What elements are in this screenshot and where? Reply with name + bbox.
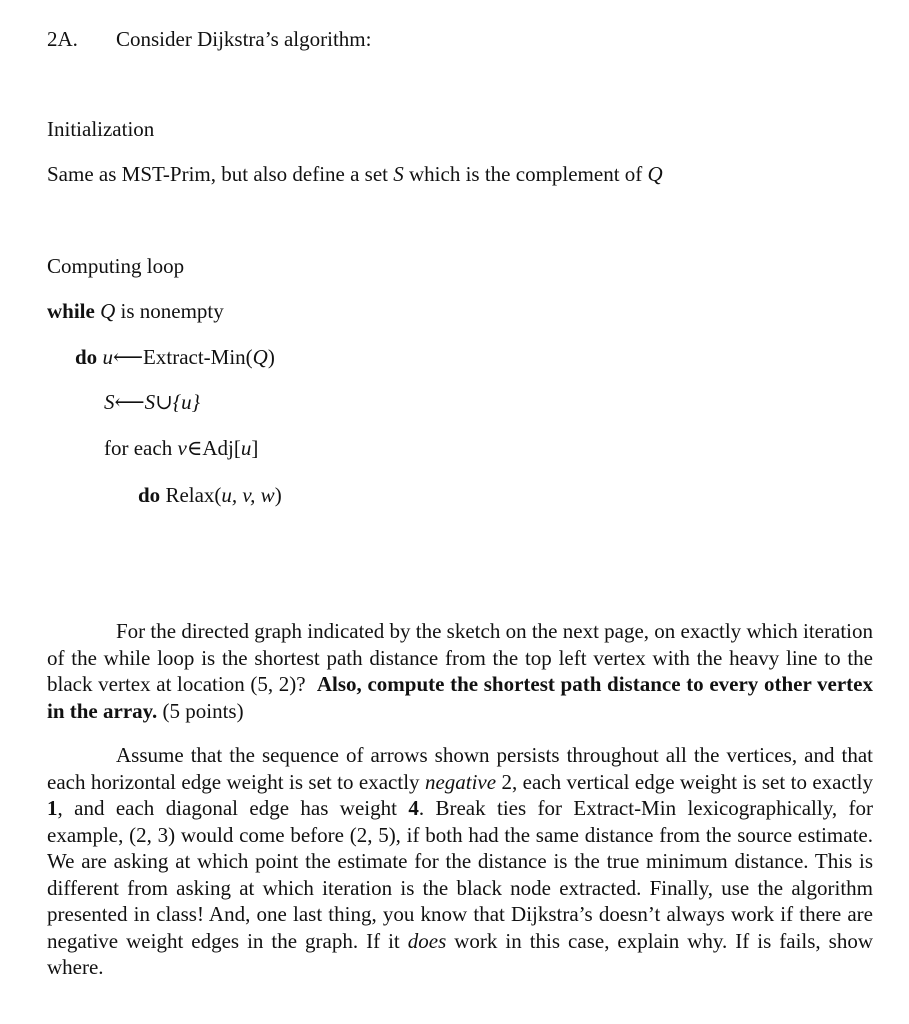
element-of-symbol: ∈ bbox=[186, 436, 203, 460]
relax-text: Relax( bbox=[165, 483, 222, 507]
extract-min-line bbox=[75, 344, 275, 370]
extract-q: Q bbox=[252, 345, 268, 369]
relax-line bbox=[138, 482, 282, 508]
while-line bbox=[47, 298, 224, 324]
question-points: (5 points) bbox=[162, 698, 244, 723]
do-keyword: do bbox=[75, 345, 98, 369]
set-update-line bbox=[104, 389, 200, 415]
question-text: For the directed graph indicated by the sketch on the next page, on exactly which iteration of the while loop is the shortest path distance from the top left vertex with the heavy line to the black vertex at location (5, 2)? bbox=[47, 619, 873, 696]
while-rest: is nonempty bbox=[115, 299, 224, 323]
assume-negative: negative bbox=[424, 769, 497, 794]
s-var: S bbox=[104, 390, 115, 414]
adj-close: ] bbox=[251, 436, 259, 460]
relax-close: ) bbox=[274, 483, 282, 507]
union-symbol: ∪ bbox=[155, 390, 173, 414]
assume-four: 4 bbox=[408, 796, 419, 820]
init-text-middle: which is the complement of bbox=[403, 162, 648, 186]
while-keyword: while bbox=[47, 299, 95, 323]
adj-text: Adj[ bbox=[202, 436, 241, 460]
question-paragraph bbox=[47, 618, 873, 724]
assume-does: does bbox=[407, 928, 447, 953]
assume-a: Assume that the sequence of arrows shown persists throughout all the vertices, and that each horizontal edge weight is set to exactly bbox=[47, 743, 873, 794]
assumptions-paragraph bbox=[47, 742, 873, 981]
initialization-label: Initialization bbox=[47, 117, 155, 141]
init-set-q: Q bbox=[647, 162, 663, 186]
v-var: v bbox=[177, 436, 187, 460]
assume-d: . Break ties for Extract-Min lexicographically, for example, (2, 3) would come before (2, 5), if both had the same distance from the source estimate. We are asking at which point the estimate for the distance is the true minimum distance. This is different from asking at which iteration is the black node extracted. Finally, use the algorithm presented in class! And, one last thing, you know that Dijkstra’s doesn’t always work if there are negative weight edges in the graph. If it bbox=[47, 796, 873, 953]
for-each-text: for each bbox=[104, 436, 178, 460]
adj-u: u bbox=[240, 436, 252, 460]
assume-e: work in this case, explain why. If is fails, show where. bbox=[47, 928, 873, 979]
relax-args: u, v, w bbox=[221, 483, 275, 507]
assume-b: 2, each vertical edge weight is set to exactly bbox=[496, 769, 873, 794]
do-u: u bbox=[102, 345, 113, 369]
do-keyword-2: do bbox=[138, 483, 161, 507]
assign-arrow-2: ⟵ bbox=[114, 390, 145, 414]
assign-arrow-1: ⟵ bbox=[112, 345, 144, 369]
s-var-2: S bbox=[144, 390, 156, 414]
extract-close: ) bbox=[267, 345, 275, 369]
problem-number: 2A. bbox=[47, 27, 78, 51]
assume-one: 1 bbox=[47, 796, 58, 820]
extract-min-text: Extract-Min( bbox=[143, 345, 253, 369]
for-each-line bbox=[104, 435, 258, 461]
init-set-s: S bbox=[393, 162, 404, 186]
set-u: {u} bbox=[172, 390, 201, 414]
problem-title: Consider Dijkstra’s algorithm: bbox=[116, 27, 372, 51]
computing-loop-label: Computing loop bbox=[47, 254, 185, 278]
initialization-text bbox=[47, 161, 663, 187]
question-bold-text: Also, compute the shortest path distance to every other vertex in the array. bbox=[47, 672, 873, 723]
assume-c: , and each diagonal edge has weight bbox=[57, 796, 409, 820]
init-text-before: Same as MST-Prim, but also define a set bbox=[47, 162, 394, 186]
while-q: Q bbox=[100, 299, 116, 323]
